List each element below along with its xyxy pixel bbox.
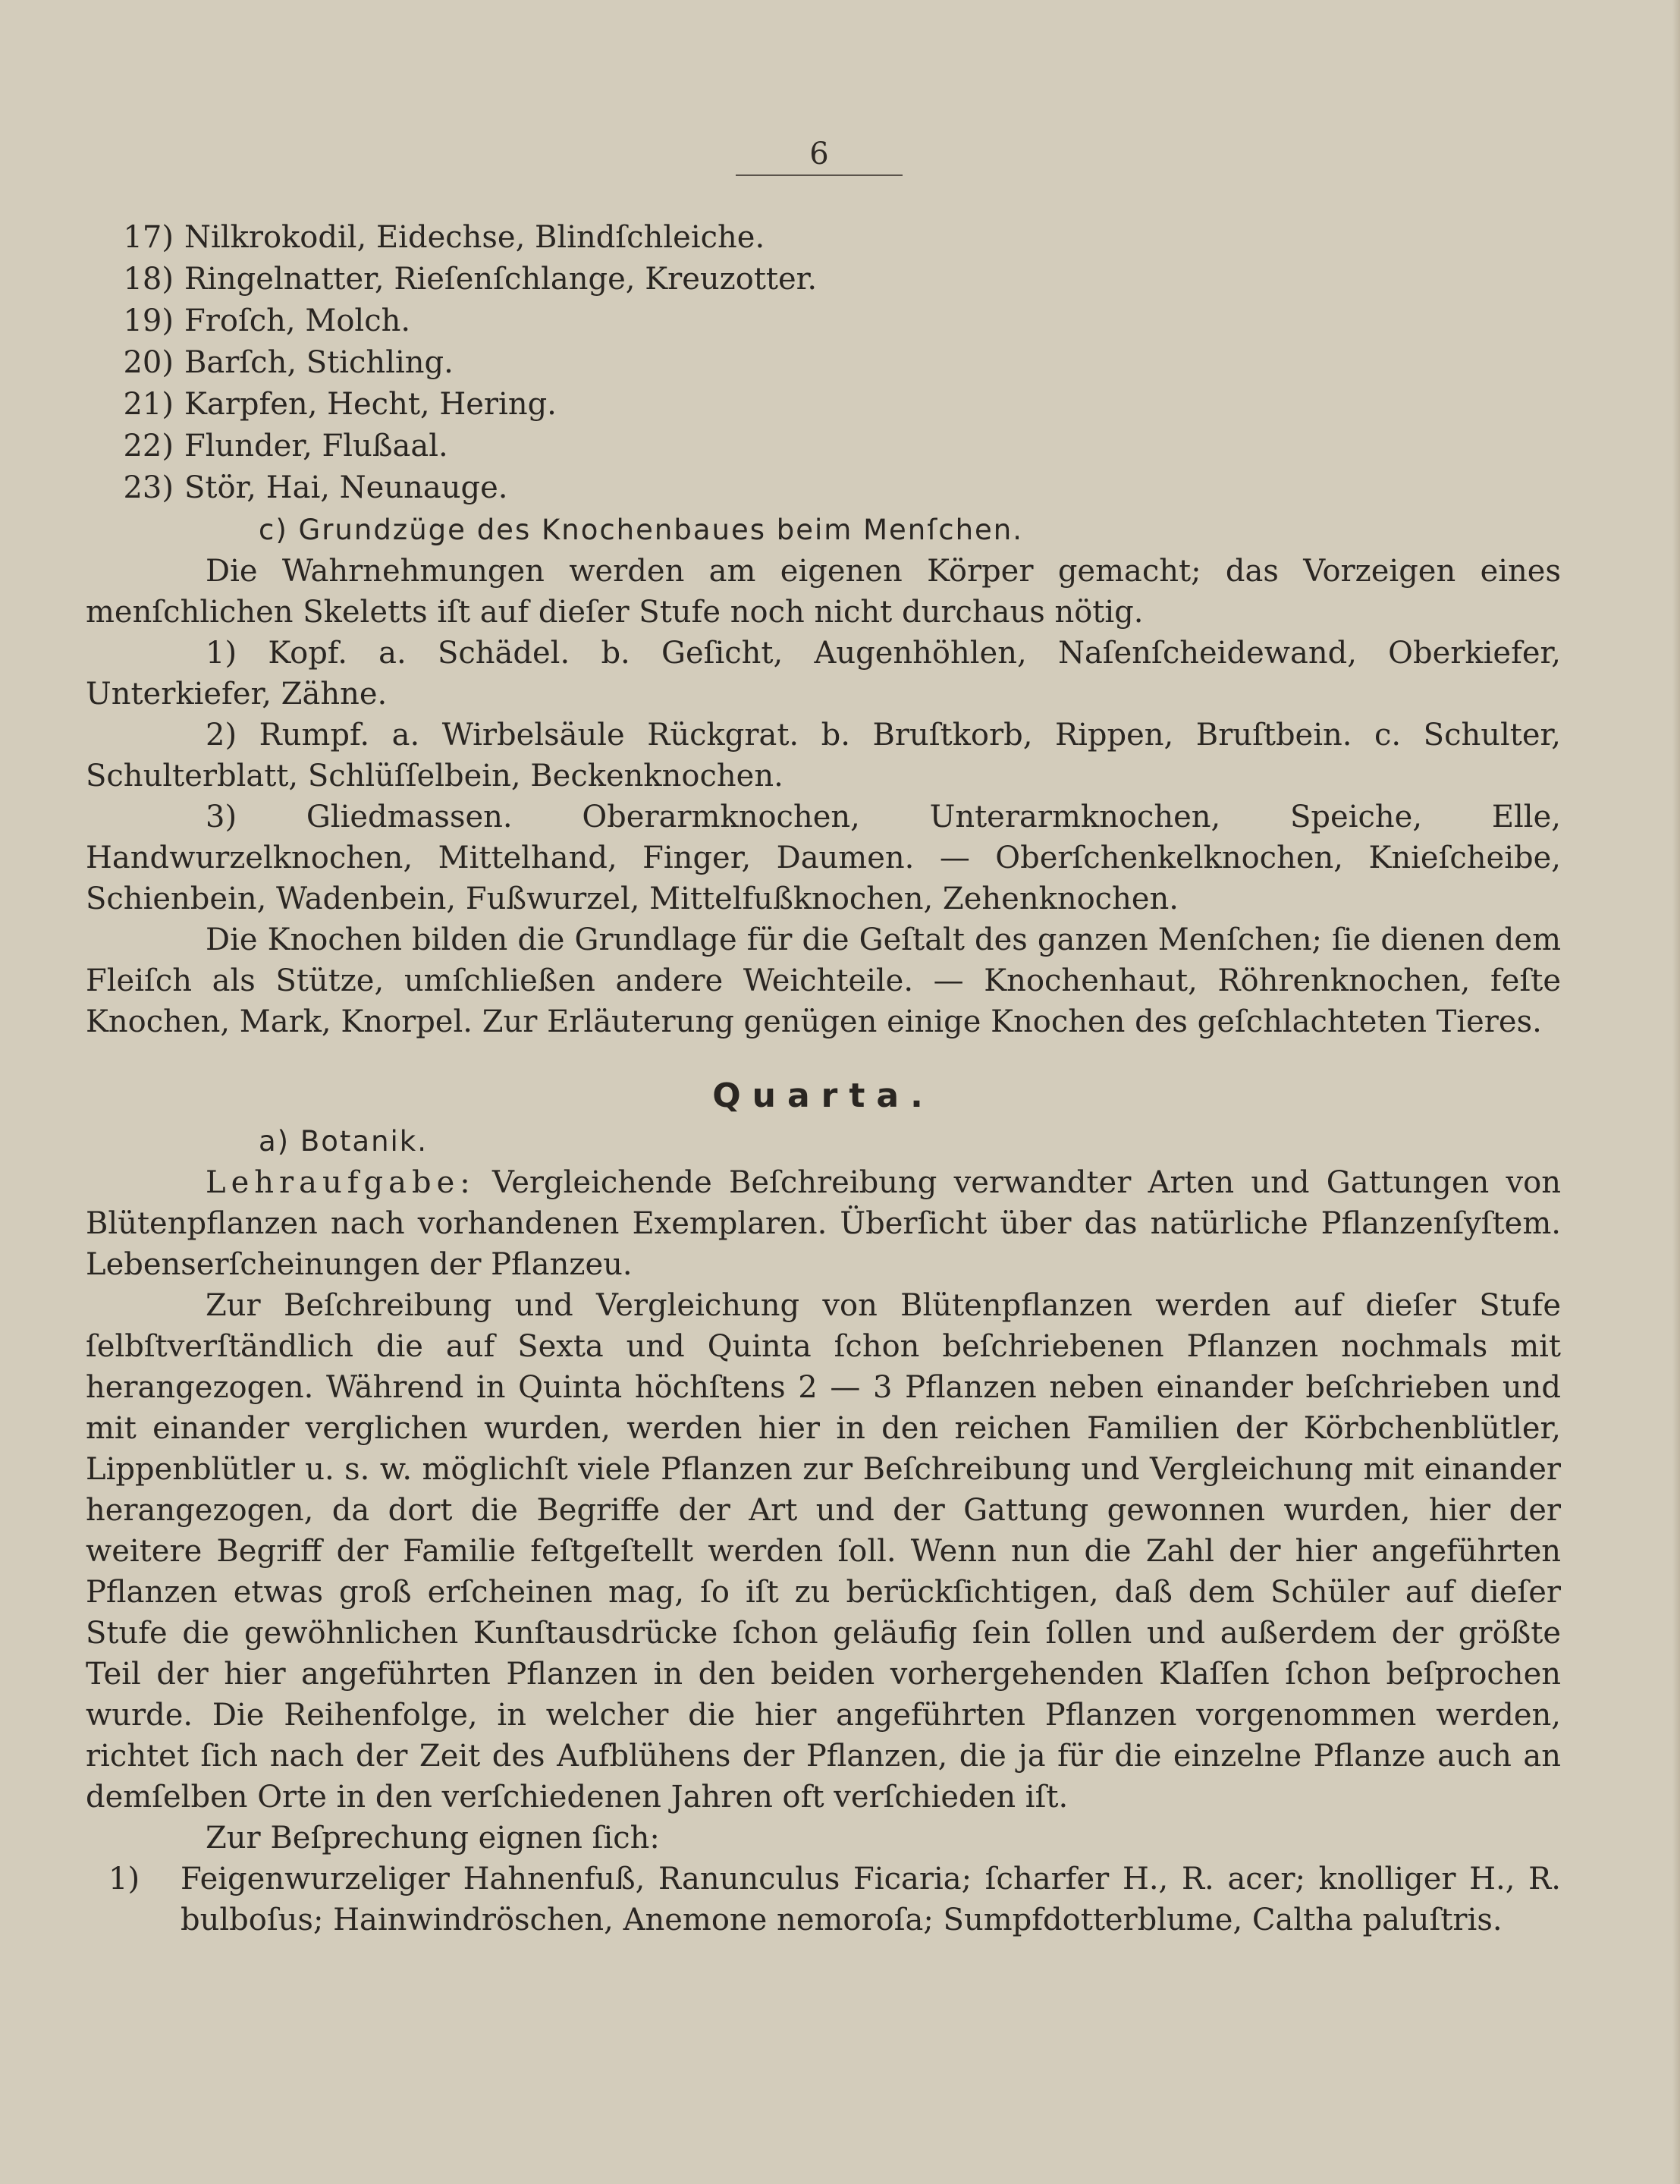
- list-item-number: 19): [123, 303, 174, 338]
- list-item-text: Karpfen, Hecht, Hering.: [184, 386, 557, 422]
- quarta-section: [86, 1076, 1561, 1940]
- bones-item-trunk: 2) Rumpf. a. Wirbelsäule Rückgrat. b. Bruſtkorb, Rippen, Bruſtbein. c. Schulter, Schulterblatt, Schlüſſelbein, Beckenknochen.: [86, 718, 1561, 793]
- botanik-main-paragraph: Zur Beſchreibung und Vergleichung von Blütenpflanzen werden auf dieſer Stufe ſelbſtverſtändlich die auf Sexta und Quinta ſchon beſchriebenen Pflanzen nochmals mit herangezogen. Während in Quinta höchſtens 2 — 3 Pflanzen neben einander beſchrieben und mit einander verglichen wurden, werden hier in den reichen Familien der Körbchenblütler, Lippenblütler u. s. w. möglichſt viele Pflanzen zur Beſchreibung und Vergleichung mit einander herangezogen, da dort die Begriffe der Art und der Gattung gewonnen wurden, hier der weitere Begriff der Familie feſtgeſtellt werden ſoll. Wenn nun die Zahl der hier angeführten Pflanzen etwas groß erſcheinen mag, ſo iſt zu berückſichtigen, daß dem Schüler auf dieſer Stufe die gewöhnlichen Kunſtausdrücke ſchon geläufig ſein ſollen und außerdem der größte Teil der hier angeführten Pflanzen in den beiden vorhergehenden Klaſſen ſchon beſprochen wurde. Die Reihenfolge, in welcher die hier angeführten Pflanzen vorgenommen werden, richtet ſich nach der Zeit des Aufblühens der Pflanzen, die ja für die einzelne Pflanze auch an demſelben Orte in den verſchiedenen Jahren oft verſchieden iſt.: [86, 1288, 1561, 1815]
- list-item: [86, 383, 1561, 425]
- list-item-text: Froſch, Molch.: [184, 303, 411, 338]
- list-item: [86, 341, 1561, 383]
- list-item-number: 18): [123, 261, 174, 297]
- lehraufgabe-label: Lehraufgabe:: [206, 1165, 476, 1200]
- list-item: [86, 425, 1561, 467]
- list-item: [86, 216, 1561, 258]
- list-item-text: Stör, Hai, Neunauge.: [184, 470, 508, 505]
- plant-list-number: 1): [108, 1862, 140, 1896]
- bones-heading: c) Grundzüge des Knochenbaues beim Menſchen.: [259, 514, 1024, 546]
- quarta-heading: Quarta.: [712, 1076, 934, 1115]
- lehraufgabe-paragraph: [86, 1162, 1561, 1285]
- plant-list-text: Feigenwurzeliger Hahnenfuß, Ranunculus Ficaria; ſcharfer H., R. acer; knolliger H., R. bulboſus; Hainwindröschen, Anemone nemoroſa; Sumpfdotterblume, Caltha paluſtris.: [181, 1862, 1561, 1937]
- list-item-number: 17): [123, 219, 174, 255]
- list-item-text: Nilkrokodil, Eidechse, Blindſchleiche.: [184, 219, 765, 255]
- botanik-heading: a) Botanik.: [259, 1125, 428, 1158]
- list-item-number: 22): [123, 428, 174, 464]
- bones-item-head: 1) Kopf. a. Schädel. b. Geſicht, Augenhöhlen, Naſenſcheidewand, Oberkiefer, Unterkiefer, Zähne.: [86, 636, 1561, 712]
- list-item: [86, 300, 1561, 341]
- page-number: 6: [809, 137, 829, 171]
- list-item-text: Ringelnatter, Rieſenſchlange, Kreuzotter.: [184, 261, 818, 297]
- list-item: [86, 467, 1561, 508]
- list-item-text: Barſch, Stichling.: [184, 344, 454, 380]
- list-item-number: 20): [123, 344, 174, 380]
- bones-section: [86, 510, 1561, 1042]
- page-edge-shadow: [1672, 0, 1680, 2184]
- bones-item-limbs: 3) Gliedmassen. Oberarmknochen, Unterarmknochen, Speiche, Elle, Handwurzelknochen, Mittelhand, Finger, Daumen. — Oberſchenkelknochen, Knieſcheibe, Schienbein, Wadenbein, Fußwurzel, Mittelfußknochen, Zehenknochen.: [86, 800, 1561, 916]
- page-number-rule: [736, 174, 903, 176]
- plant-list-item: [86, 1859, 1561, 1940]
- bones-closing: Die Knochen bilden die Grundlage für die Geſtalt des ganzen Menſchen; ſie dienen dem Fleiſch als Stütze, umſchließen andere Weichteile. — Knochenhaut, Röhrenknochen, feſte Knochen, Mark, Knorpel. Zur Erläuterung genügen einige Knochen des geſchlachteten Tieres.: [86, 922, 1561, 1039]
- list-item-number: 23): [123, 470, 174, 505]
- list-item-text: Flunder, Flußaal.: [184, 428, 448, 464]
- lehraufgabe-text: Vergleichende Beſchreibung verwandter Arten und Gattungen von Blütenpflanzen nach vorhandenen Exemplaren. Überſicht über das natürliche Pflanzenſyſtem. Lebenserſcheinungen der Pflanzeu.: [86, 1165, 1561, 1282]
- list-item: [86, 258, 1561, 300]
- reptile-fish-list: [86, 216, 1561, 508]
- list-item-number: 21): [123, 386, 174, 422]
- bones-intro: Die Wahrnehmungen werden am eigenen Körper gemacht; das Vorzeigen eines menſchlichen Skeletts iſt auf dieſer Stufe noch nicht durchaus nötig.: [86, 554, 1561, 630]
- besprechung-intro: Zur Beſprechung eignen ſich:: [206, 1821, 660, 1856]
